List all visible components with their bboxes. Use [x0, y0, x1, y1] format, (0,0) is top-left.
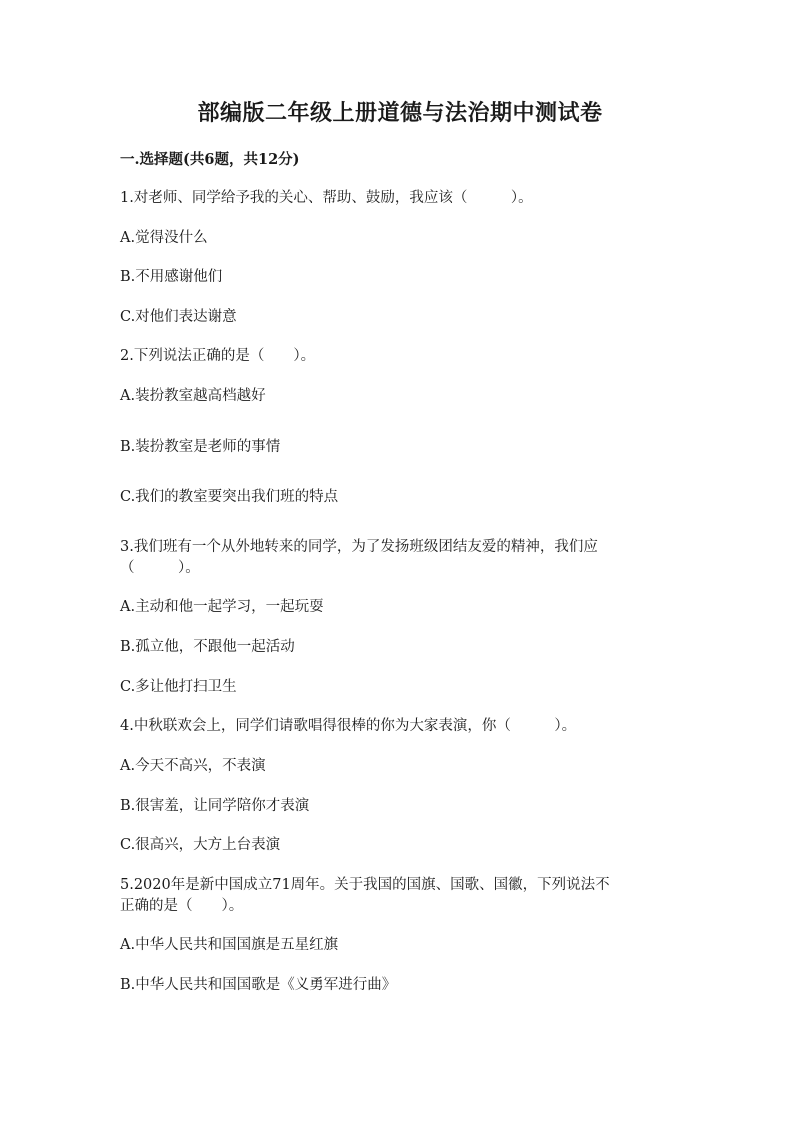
question-4-option-c: C.很高兴，大方上台表演 — [120, 837, 281, 853]
question-2-option-c: C.我们的教室要突出我们班的特点 — [120, 489, 339, 505]
question-3-stem-line-1: 3.我们班有一个从外地转来的同学，为了发扬班级团结友爱的精神，我们应 — [120, 539, 598, 555]
question-4-stem: 4.中秋联欢会上，同学们请歌唱得很棒的你为大家表演，你（ ）。 — [120, 718, 577, 734]
section-heading: 一.选择题(共6题，共12分) — [120, 151, 300, 168]
question-1-stem: 1.对老师、同学给予我的关心、帮助、鼓励，我应该（ ）。 — [120, 190, 533, 206]
question-1-option-a: A.觉得没什么 — [120, 230, 208, 246]
question-4-option-a: A.今天不高兴，不表演 — [120, 758, 266, 774]
question-2-stem: 2.下列说法正确的是（ ）。 — [120, 348, 316, 364]
page-title: 部编版二年级上册道德与法治期中测试卷 — [197, 100, 603, 126]
question-2-option-a: A.装扮教室越高档越好 — [120, 388, 266, 404]
question-4-option-b: B.很害羞，让同学陪你才表演 — [120, 798, 310, 814]
question-1-option-c: C.对他们表达谢意 — [120, 309, 237, 325]
question-3-stem-line-2: （ ）。 — [120, 560, 200, 576]
question-5-option-a: A.中华人民共和国国旗是五星红旗 — [120, 937, 339, 953]
question-3-option-a: A.主动和他一起学习，一起玩耍 — [120, 599, 324, 615]
question-1-option-b: B.不用感谢他们 — [120, 269, 223, 285]
question-3-option-c: C.多让他打扫卫生 — [120, 679, 237, 695]
question-5-stem-line-1: 5.2020年是新中国成立71周年。关于我国的国旗、国歌、国徽，下列说法不 — [120, 877, 610, 893]
question-2-option-b: B.装扮教室是老师的事情 — [120, 439, 281, 455]
question-5-stem-line-2: 正确的是（ ）。 — [120, 898, 244, 914]
question-3-option-b: B.孤立他，不跟他一起活动 — [120, 639, 295, 655]
question-5-option-b: B.中华人民共和国国歌是《义勇军进行曲》 — [120, 977, 397, 993]
